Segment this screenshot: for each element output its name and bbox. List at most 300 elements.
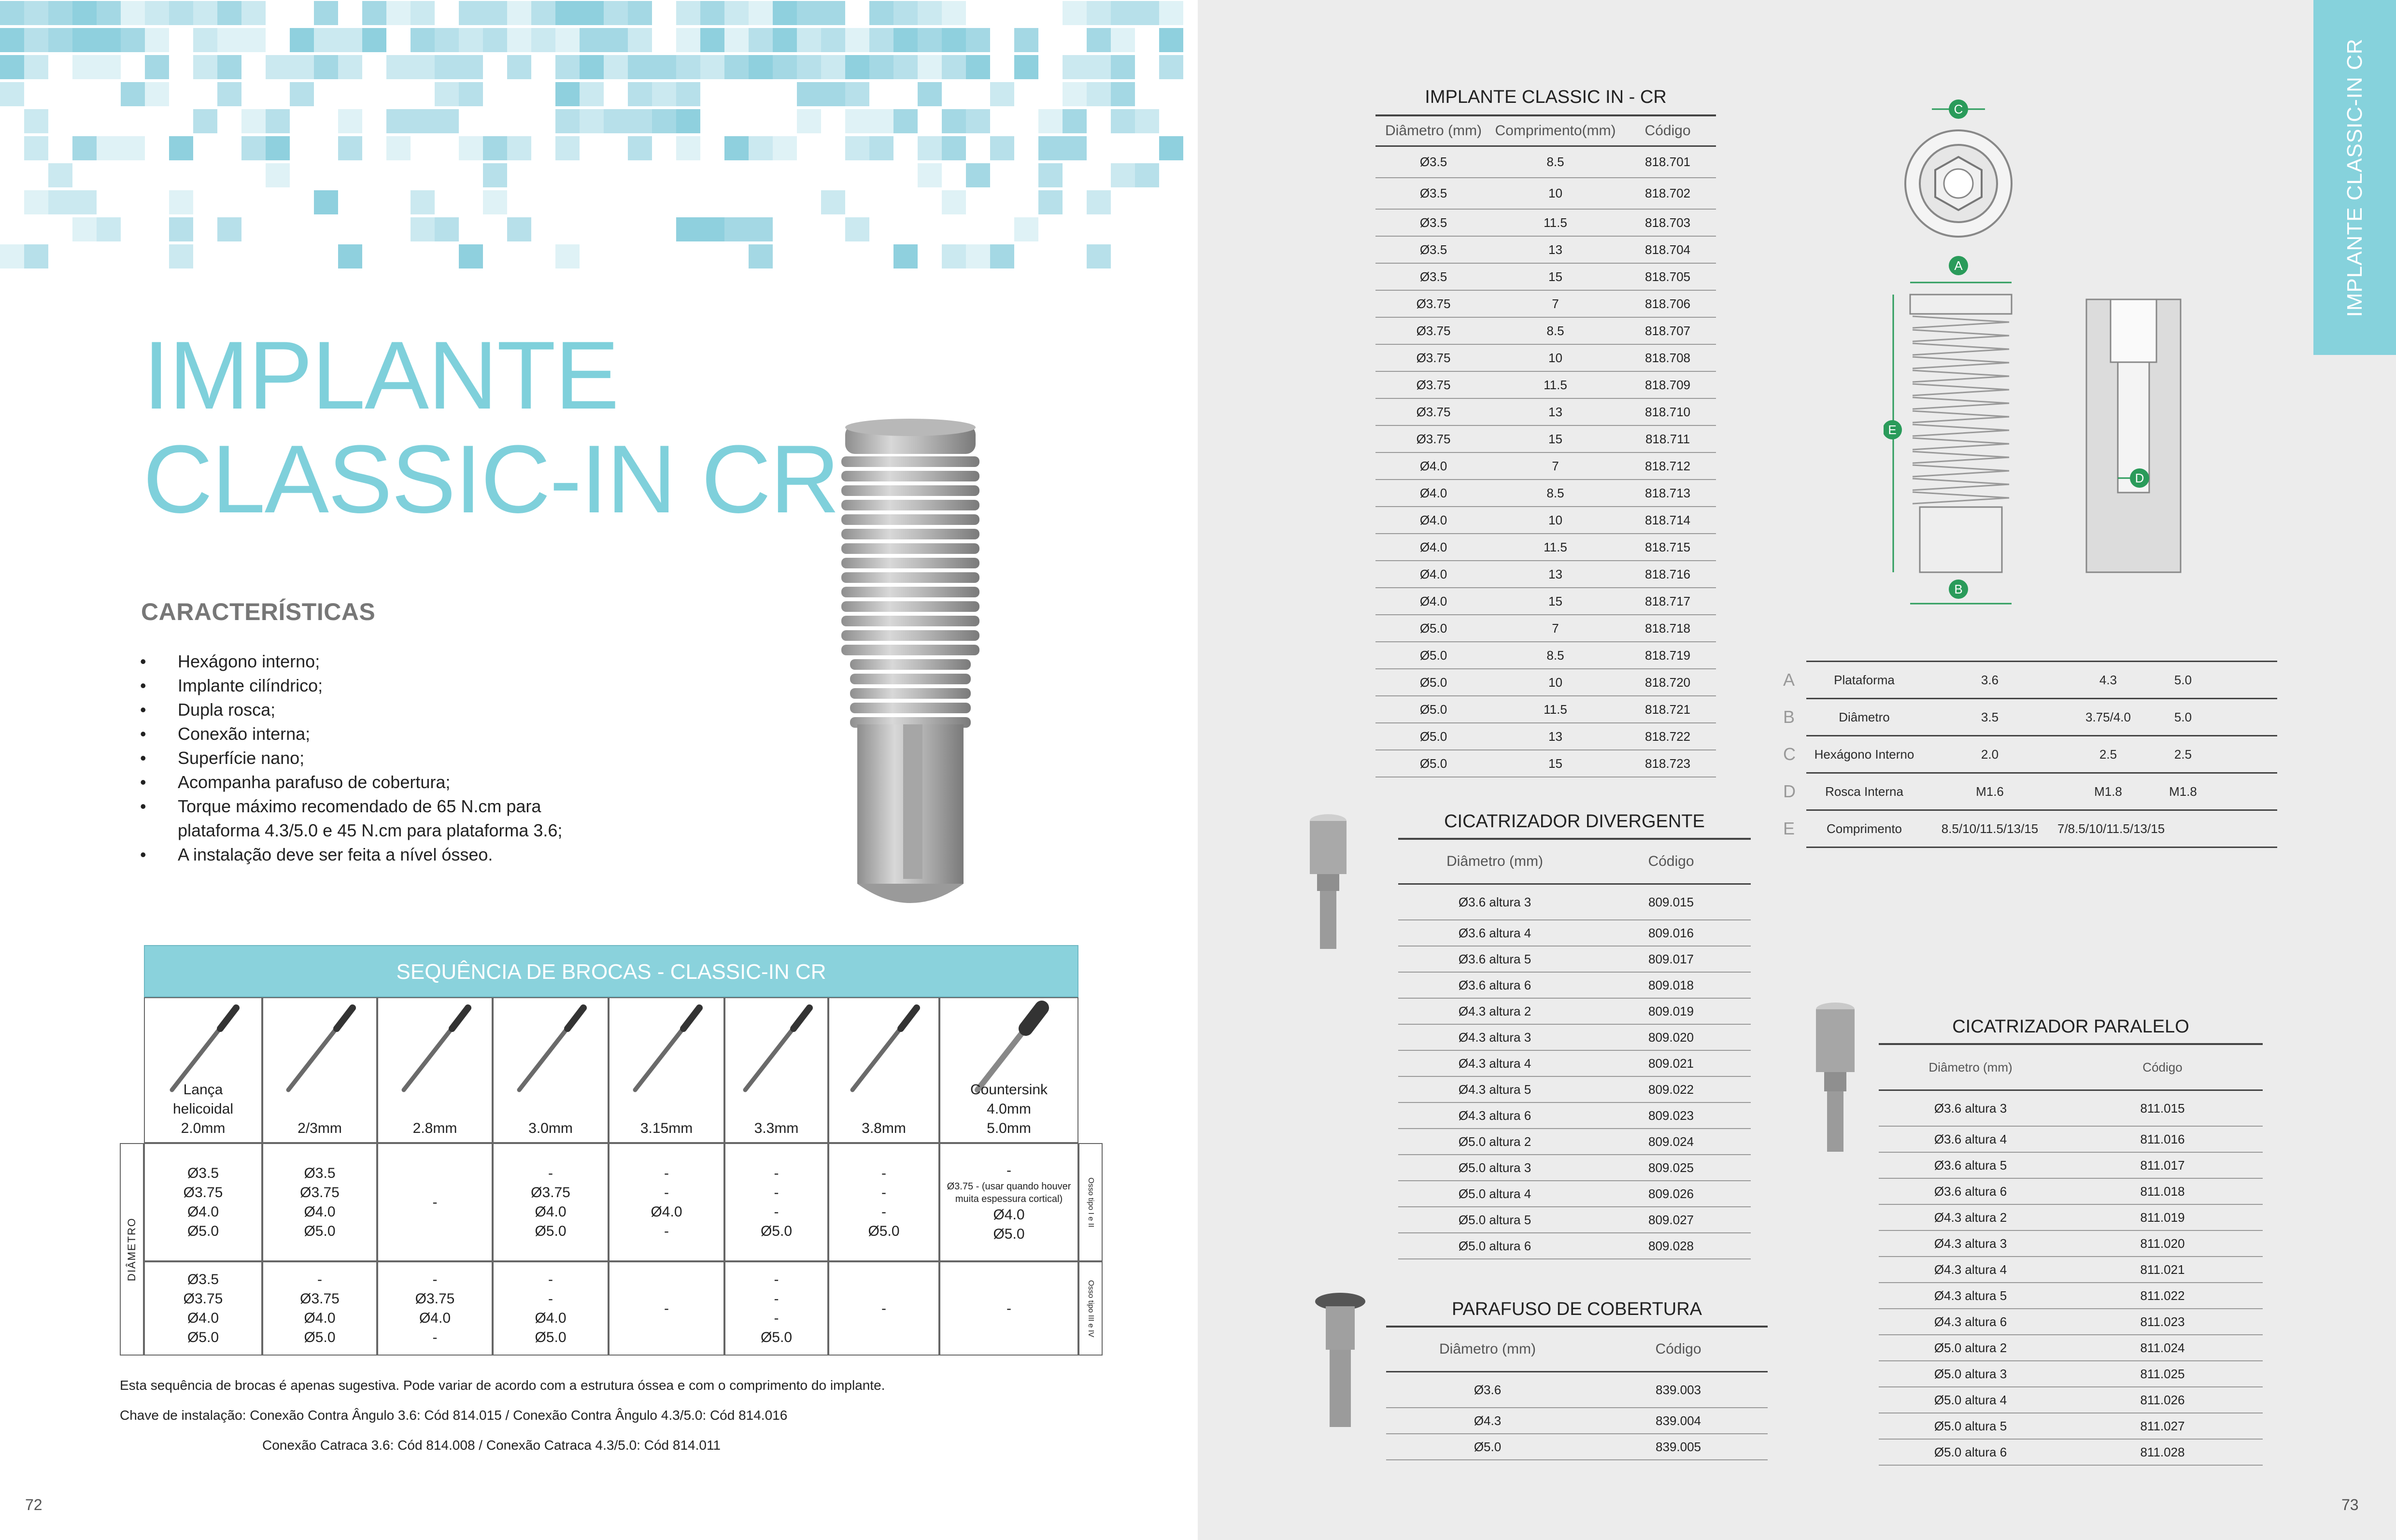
implant-cell: Ø3.75 (1416, 404, 1451, 419)
drill-value: Ø3.75 (531, 1184, 570, 1201)
implant-row (1375, 237, 1716, 264)
mosaic-tile (1135, 1, 1159, 25)
mosaic-tile (942, 55, 966, 79)
divergente-cell: Ø3.6 altura 6 (1458, 977, 1531, 992)
mosaic-tile (628, 109, 652, 133)
mosaic-tile (990, 136, 1014, 160)
mosaic-tile (145, 82, 169, 106)
paralelo-cell: 811.015 (2140, 1101, 2185, 1116)
parafuso-header (1386, 1328, 1768, 1372)
mosaic-tile (1063, 136, 1087, 160)
mosaic-tile (72, 1, 97, 25)
divergente-row (1398, 999, 1751, 1025)
mosaic-tile (990, 82, 1014, 106)
drill-value: Ø4.0 (187, 1310, 219, 1326)
features-list (140, 650, 562, 867)
mosaic-tile (773, 28, 797, 52)
mosaic-tile (48, 1, 72, 25)
dimension-cell: 2.5 (2099, 747, 2117, 762)
drill-value: - (1007, 1300, 1011, 1316)
mosaic-tile (869, 28, 893, 52)
mosaic-tile (241, 109, 266, 133)
mosaic-tile (24, 136, 48, 160)
implant-cell: 10 (1548, 675, 1562, 690)
divergente-cell: 809.028 (1648, 1238, 1694, 1253)
mosaic-tile (1111, 163, 1135, 187)
paralelo-cell: Ø3.6 altura 3 (1934, 1101, 2007, 1116)
paralelo-row (1879, 1440, 2263, 1466)
mosaic-tile (72, 28, 97, 52)
mosaic-tile (942, 244, 966, 268)
implant-row (1375, 507, 1716, 534)
feature-item: • Implante cilíndrico; (140, 674, 562, 698)
mosaic-tile (1087, 55, 1111, 79)
mosaic-tile (411, 28, 435, 52)
mosaic-tile (24, 28, 48, 52)
dimension-cell: Diâmetro (1839, 709, 1890, 724)
mosaic-tile (145, 1, 169, 25)
mosaic-tile (845, 136, 869, 160)
mosaic-tile (483, 1, 507, 25)
paralelo-header-codigo: Código (2142, 1060, 2183, 1074)
mosaic-tile (314, 190, 338, 214)
drill-value: Ø3.75 (183, 1184, 223, 1201)
implant-cell: 818.701 (1645, 155, 1690, 169)
drill-value: - (432, 1329, 438, 1345)
paralelo-image (1809, 1000, 1862, 1159)
mosaic-tile (193, 28, 217, 52)
drill-icon (507, 1001, 594, 1097)
mosaic-tile (121, 136, 145, 160)
drill-column-header (609, 997, 724, 1143)
drill-column-label: Countersink (970, 1082, 1048, 1098)
divergente-cell: Ø4.3 altura 6 (1458, 1108, 1531, 1123)
page-title (143, 324, 839, 531)
note-2: Chave de instalação: Conexão Contra Ângulo 3.6: Cód 814.015 / Conexão Contra Ângulo 4.3/5.0: Cód 814.016 (120, 1408, 788, 1423)
drill-value: - (881, 1300, 886, 1316)
drill-value: - (664, 1223, 669, 1239)
mosaic-tile (821, 1, 845, 25)
implant-row (1375, 669, 1716, 696)
technical-diagram (1884, 92, 2183, 623)
mosaic-tile (724, 28, 749, 52)
mosaic-tile (1159, 1, 1183, 25)
bone-type-cell (1078, 1261, 1103, 1356)
divergente-cell: 809.025 (1648, 1160, 1694, 1175)
implant-cell: 7 (1552, 296, 1559, 311)
implant-cell: Ø3.5 (1419, 186, 1447, 200)
parafuso-title: PARAFUSO DE COBERTURA (1386, 1299, 1768, 1328)
mosaic-tile (338, 109, 362, 133)
divergente-cell: 809.026 (1648, 1186, 1694, 1201)
implant-cell: Ø4.0 (1419, 539, 1447, 554)
drill-value-cell (262, 1143, 377, 1261)
paralelo-table (1879, 1017, 2263, 1466)
mosaic-tile (797, 109, 821, 133)
drill-value-cell (377, 1143, 493, 1261)
paralelo-row (1879, 1413, 2263, 1440)
mosaic-tile (942, 136, 966, 160)
dimension-cell: 3.75/4.0 (2085, 709, 2131, 724)
dimension-cell: Hexágono Interno (1814, 747, 1914, 762)
implant-cell: 818.703 (1645, 215, 1690, 230)
mosaic-tile (145, 28, 169, 52)
implant-cell: Ø5.0 (1419, 756, 1447, 771)
divergente-row (1398, 1155, 1751, 1181)
mosaic-tile (483, 136, 507, 160)
paralelo-cell: Ø4.3 altura 5 (1934, 1288, 2007, 1303)
drill-value: Ø5.0 (304, 1329, 336, 1345)
drill-value: - (664, 1184, 669, 1201)
feature-item: • A instalação deve ser feita a nível ósseo. (140, 843, 562, 867)
mosaic-tile (604, 55, 628, 79)
implant-cell: Ø3.5 (1419, 155, 1447, 169)
feature-item: plataforma 4.3/5.0 e 45 N.cm para plataforma 3.6; (178, 820, 563, 840)
mosaic-tile (628, 82, 652, 106)
paralelo-cell: Ø3.6 altura 6 (1934, 1184, 2007, 1199)
section-view (2086, 299, 2181, 572)
mosaic-tile (555, 82, 580, 106)
mosaic-tile (1159, 28, 1183, 52)
divergente-cell: 809.018 (1648, 977, 1694, 992)
bone-type-cell (1078, 1143, 1103, 1261)
drill-value: Ø4.0 (419, 1310, 451, 1326)
mosaic-tile (97, 28, 121, 52)
paralelo-row (1879, 1153, 2263, 1179)
implant-cell: 8.5 (1546, 323, 1564, 338)
mosaic-tile (749, 244, 773, 268)
implant-row (1375, 480, 1716, 507)
parafuso-row (1386, 1408, 1768, 1434)
features-heading: CARACTERÍSTICAS (141, 598, 376, 625)
drill-value: Ø3.75 (300, 1290, 340, 1307)
implant-cell: 13 (1548, 404, 1562, 419)
implant-cell: Ø5.0 (1419, 702, 1447, 717)
mosaic-tile (821, 28, 845, 52)
parafuso-cell: Ø3.6 (1474, 1382, 1502, 1397)
divergente-cell: Ø5.0 altura 4 (1458, 1186, 1531, 1201)
drill-icon (840, 1001, 927, 1097)
mosaic-tile (628, 136, 652, 160)
drill-value-cell (724, 1143, 828, 1261)
implant-row (1375, 561, 1716, 588)
drill-column-label: 3.8mm (862, 1120, 906, 1136)
drill-column-label: 3.0mm (528, 1120, 573, 1136)
mosaic-tile (604, 1, 628, 25)
mosaic-tile (966, 244, 990, 268)
mosaic-tile (580, 82, 604, 106)
paralelo-cell: 811.028 (2140, 1444, 2185, 1459)
dimension-cell: 3.6 (1981, 672, 1999, 687)
mosaic-tile (724, 136, 749, 160)
implant-cell: Ø3.75 (1416, 350, 1451, 365)
implant-cell: Ø3.75 (1416, 431, 1451, 446)
implant-cell: 818.706 (1645, 296, 1690, 311)
implant-row (1375, 615, 1716, 642)
paralelo-row (1879, 1309, 2263, 1335)
mosaic-tile (411, 217, 435, 241)
drill-value: - (548, 1271, 553, 1287)
mosaic-tile (72, 55, 97, 79)
divergente-cell: 809.015 (1648, 894, 1694, 909)
mosaic-tile (48, 163, 72, 187)
dimension-cell: 5.0 (2174, 672, 2192, 687)
implant-cell: 15 (1548, 756, 1562, 771)
implant-cell: 11.5 (1544, 215, 1567, 230)
mosaic-tile (1111, 82, 1135, 106)
mosaic-tile (0, 244, 24, 268)
mosaic-tile (604, 28, 628, 52)
mosaic-tile (676, 82, 700, 106)
mosaic-tile (676, 55, 700, 79)
implant-cell: Ø3.75 (1416, 377, 1451, 392)
mosaic-tile (411, 109, 435, 133)
mosaic-tile (435, 82, 459, 106)
mosaic-tile (797, 55, 821, 79)
dimension-letter: B (1783, 707, 1795, 727)
mosaic-tile (1063, 109, 1087, 133)
divergente-cell: Ø4.3 altura 2 (1458, 1003, 1531, 1018)
mosaic-tile (580, 109, 604, 133)
drill-column-header (377, 997, 493, 1143)
mosaic-tile (459, 244, 483, 268)
mosaic-tile (1111, 28, 1135, 52)
drill-value: - (774, 1290, 779, 1307)
parafuso-cell: 839.003 (1656, 1382, 1701, 1397)
parafuso-cell: 839.004 (1656, 1413, 1701, 1428)
feature-item: • Acompanha parafuso de cobertura; (140, 770, 562, 794)
mosaic-tile (1135, 109, 1159, 133)
implant-cell: 15 (1548, 593, 1562, 608)
drill-value: Ø3.5 (304, 1165, 336, 1181)
mosaic-tile (893, 28, 918, 52)
mosaic-tile (507, 55, 531, 79)
mosaic-tile (555, 55, 580, 79)
implant-cell: Ø5.0 (1419, 621, 1447, 636)
paralelo-cell: 811.016 (2140, 1131, 2185, 1146)
mosaic-tile (1087, 190, 1111, 214)
mosaic-tile (266, 109, 290, 133)
mosaic-tile (145, 55, 169, 79)
dimension-row (1783, 662, 2277, 699)
drill-value: Ø3.5 (187, 1165, 219, 1181)
paralelo-row (1879, 1231, 2263, 1257)
mosaic-tile (942, 109, 966, 133)
divergente-cell: Ø5.0 altura 5 (1458, 1212, 1531, 1227)
mosaic-tile (217, 28, 241, 52)
drill-value-cell (377, 1261, 493, 1356)
implant-cell: 818.702 (1645, 186, 1690, 200)
mosaic-tile (0, 55, 24, 79)
mosaic-tile (1038, 190, 1063, 214)
implant-cell: 818.720 (1645, 675, 1690, 690)
mosaic-tile (918, 82, 942, 106)
drill-value-cell (609, 1143, 724, 1261)
parafuso-rows (1386, 1372, 1768, 1460)
parafuso-header-diametro: Diâmetro (mm) (1439, 1341, 1536, 1357)
drill-value: - (774, 1203, 779, 1220)
mosaic-tile (24, 244, 48, 268)
mosaic-tile (555, 136, 580, 160)
mosaic-tile (338, 244, 362, 268)
divergente-header-codigo: Código (1648, 853, 1694, 869)
dimension-cell: 7/8.5/10/11.5/13/15 (2057, 821, 2165, 836)
mosaic-tile (749, 55, 773, 79)
implant-cell: 818.714 (1645, 512, 1690, 527)
implant-cell: Ø5.0 (1419, 675, 1447, 690)
mosaic-tile (266, 163, 290, 187)
mosaic-tile (773, 136, 797, 160)
mosaic-tile (990, 244, 1014, 268)
mosaic-tile (700, 28, 724, 52)
mosaic-tile (241, 1, 266, 25)
divergente-row (1398, 947, 1751, 973)
divergente-cell: 809.023 (1648, 1108, 1694, 1123)
paralelo-row (1879, 1335, 2263, 1361)
drill-value: Ø4.0 (651, 1203, 682, 1220)
drill-value-cell (493, 1143, 609, 1261)
drill-value: - (548, 1165, 553, 1181)
drill-value: Ø5.0 (187, 1223, 219, 1239)
implant-row (1375, 345, 1716, 372)
mosaic-tile (893, 55, 918, 79)
mosaic-tile (724, 1, 749, 25)
implant-cell: 11.5 (1544, 702, 1567, 717)
mosaic-tile (193, 1, 217, 25)
mosaic-tile (459, 1, 483, 25)
divergente-cell: 809.021 (1648, 1056, 1694, 1071)
divergente-cell: 809.017 (1648, 951, 1694, 966)
title-line-1: IMPLANTE (143, 322, 619, 429)
paralelo-cell: 811.025 (2140, 1366, 2185, 1381)
mosaic-tile (869, 109, 893, 133)
feature-item: • Torque máximo recomendado de 65 N.cm para (140, 794, 562, 819)
mosaic-tile (893, 244, 918, 268)
mosaic-tile (483, 163, 507, 187)
drill-icon (733, 1001, 820, 1097)
implant-cell: 818.721 (1645, 702, 1690, 717)
implant-table-title: IMPLANTE CLASSIC IN - CR (1375, 87, 1716, 116)
mosaic-tile (459, 136, 483, 160)
drill-column-label: helicoidal (172, 1101, 234, 1117)
dimension-cell: 2.5 (2174, 747, 2192, 762)
drill-value: Ø4.0 (535, 1310, 567, 1326)
paralelo-cell: 811.018 (2140, 1184, 2185, 1199)
dimension-cell: Plataforma (1834, 672, 1895, 687)
implant-cell: 818.722 (1645, 729, 1690, 744)
dimension-letter: C (1783, 744, 1796, 764)
drill-value-cell (939, 1143, 1078, 1261)
drill-value: - (774, 1184, 779, 1201)
paralelo-cell: Ø4.3 altura 6 (1934, 1314, 2007, 1329)
implant-cell: 7 (1552, 458, 1559, 473)
mosaic-tile (1014, 217, 1038, 241)
mosaic-tile (169, 217, 193, 241)
dimension-letter: E (1783, 819, 1795, 838)
divergente-row (1398, 1233, 1751, 1259)
mosaic-tile (676, 1, 700, 25)
divergente-cell: Ø5.0 altura 3 (1458, 1160, 1531, 1175)
drill-value: Ø4.0 (304, 1203, 336, 1220)
mosaic-tile (483, 190, 507, 214)
mosaic-tile (1063, 82, 1087, 106)
mosaic-tile (121, 28, 145, 52)
header-codigo: Código (1645, 123, 1691, 139)
divergente-row (1398, 1103, 1751, 1129)
mosaic-tile (1087, 1, 1111, 25)
mosaic-tile (773, 1, 797, 25)
drill-value: Ø5.0 (760, 1329, 793, 1345)
mosaic-tile (169, 244, 193, 268)
diagram-label: E (1888, 423, 1897, 437)
implant-cell: 818.713 (1645, 485, 1690, 500)
drill-side-label: DIÂMETRO (126, 1217, 138, 1282)
mosaic-tile (435, 55, 459, 79)
diagram-label: D (2135, 471, 2144, 485)
implant-row (1375, 642, 1716, 669)
divergente-row (1398, 1129, 1751, 1155)
mosaic-tile (290, 82, 314, 106)
mosaic-tile (48, 28, 72, 52)
implant-cell: 13 (1548, 242, 1562, 257)
implant-cell: 818.704 (1645, 242, 1690, 257)
dimension-row (1783, 736, 2277, 774)
divergente-rows (1398, 885, 1751, 1259)
paralelo-cell: 811.017 (2140, 1158, 2185, 1173)
mosaic-tile (459, 82, 483, 106)
mosaic-tile (72, 190, 97, 214)
mosaic-tile (1087, 28, 1111, 52)
divergente-row (1398, 920, 1751, 947)
mosaic-tile (845, 217, 869, 241)
divergente-cell: Ø3.6 altura 4 (1458, 925, 1531, 940)
mosaic-tile (749, 136, 773, 160)
mosaic-tile (918, 136, 942, 160)
implant-cell: Ø5.0 (1419, 729, 1447, 744)
implant-cell: 818.717 (1645, 593, 1690, 608)
dimension-cell: Comprimento (1826, 821, 1902, 836)
divergente-cell: 809.016 (1648, 925, 1694, 940)
implant-row (1375, 453, 1716, 480)
drill-icon (623, 1001, 710, 1097)
parafuso-row (1386, 1434, 1768, 1460)
parafuso-image (1314, 1289, 1367, 1434)
implant-cell: Ø4.0 (1419, 458, 1447, 473)
paralelo-cell: 811.027 (2140, 1418, 2185, 1433)
mosaic-tile (821, 82, 845, 106)
implant-row (1375, 399, 1716, 426)
mosaic-tile (411, 190, 435, 214)
drill-value: - (774, 1310, 779, 1326)
mosaic-tile (918, 55, 942, 79)
mosaic-tile (966, 109, 990, 133)
mosaic-tile (1014, 55, 1038, 79)
mosaic-tile (676, 136, 700, 160)
drill-value: Ø4.0 (535, 1203, 567, 1220)
mosaic-tile (72, 136, 97, 160)
mosaic-tile (580, 28, 604, 52)
paralelo-row (1879, 1179, 2263, 1205)
drill-value: Ø5.0 (535, 1329, 567, 1345)
mosaic-tile (1038, 163, 1063, 187)
implant-cell: Ø3.75 (1416, 323, 1451, 338)
mosaic-tile (24, 55, 48, 79)
drill-icon (276, 1001, 363, 1097)
mosaic-tile (676, 28, 700, 52)
mosaic-tile (338, 28, 362, 52)
drill-value: Ø4.0 (187, 1203, 219, 1220)
parafuso-cell: Ø4.3 (1474, 1413, 1502, 1428)
